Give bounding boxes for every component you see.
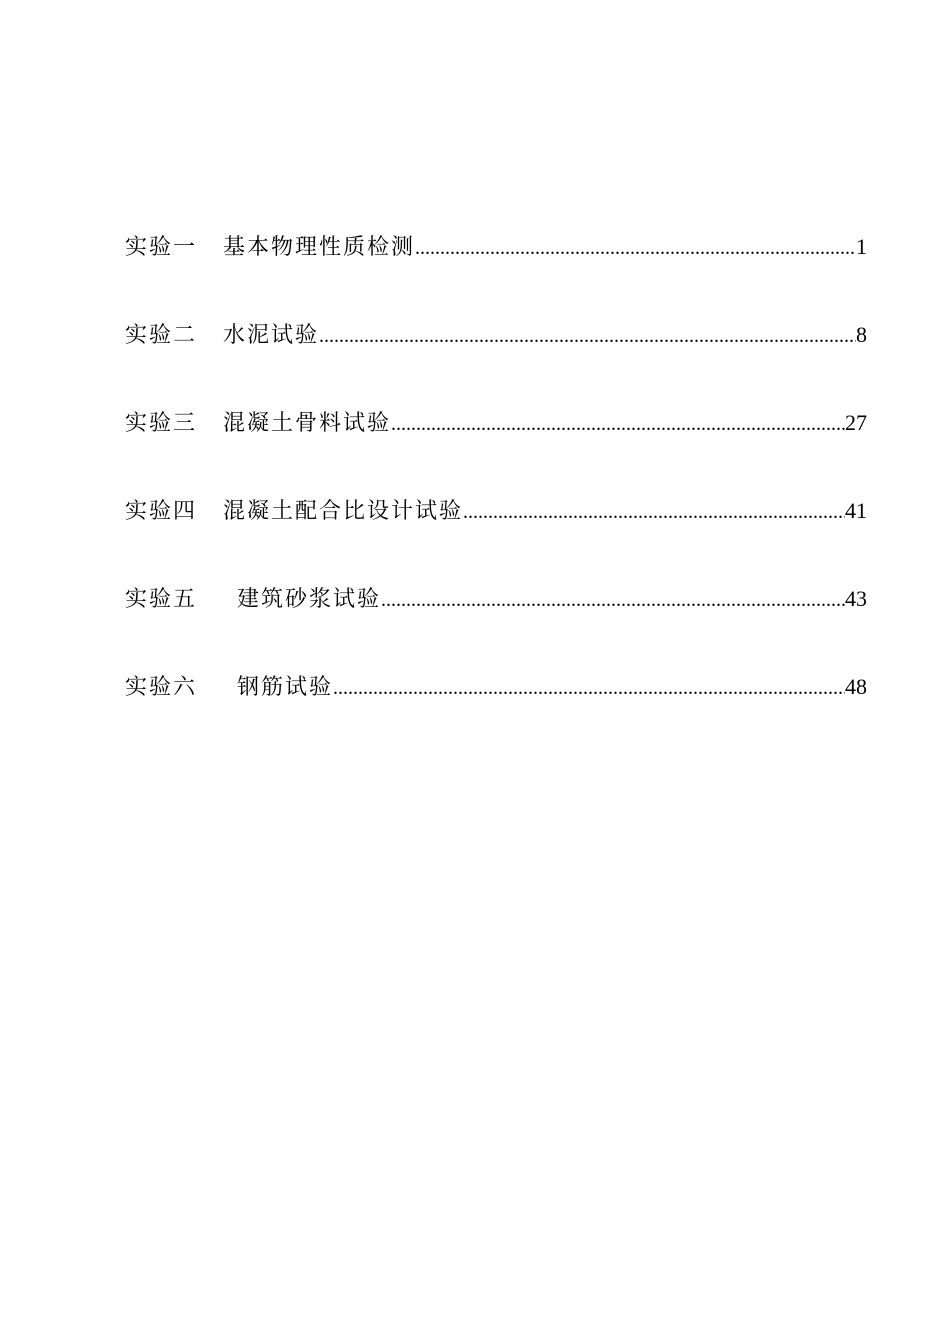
toc-entry-title: 钢筋试验: [237, 675, 334, 700]
toc-dot-leader: [463, 501, 845, 524]
toc-entry-title: 水泥试验: [223, 323, 320, 348]
toc-entry-title: 混凝土骨料试验: [223, 411, 392, 436]
toc-entry-title: 基本物理性质检测: [223, 235, 416, 260]
toc-dot-leader: [381, 589, 845, 612]
toc-entry-title: 建筑砂浆试验: [237, 587, 382, 612]
toc-dot-leader: [333, 677, 845, 700]
toc-dot-leader: [319, 325, 856, 348]
toc-entry-page: 43: [845, 586, 867, 611]
toc-entry-4[interactable]: [125, 494, 867, 582]
toc-entry-number: 实验五: [125, 587, 198, 612]
table-of-contents: [125, 230, 867, 758]
toc-entry-page: 48: [845, 674, 867, 699]
toc-entry-5[interactable]: [125, 582, 867, 670]
toc-dot-leader: [415, 237, 856, 260]
toc-entry-number: 实验二: [125, 323, 198, 348]
toc-entry-3[interactable]: [125, 406, 867, 494]
toc-entry-number: 实验三: [125, 411, 198, 436]
toc-entry-page: 8: [856, 322, 867, 347]
toc-dot-leader: [391, 413, 845, 436]
toc-entry-6[interactable]: [125, 670, 867, 758]
toc-entry-number: 实验一: [125, 235, 198, 260]
toc-entry-number: 实验四: [125, 499, 198, 524]
toc-entry-page: 27: [845, 410, 867, 435]
toc-entry-number: 实验六: [125, 675, 198, 700]
toc-entry-title: 混凝土配合比设计试验: [223, 499, 464, 524]
toc-entry-2[interactable]: [125, 318, 867, 406]
toc-entry-page: 1: [856, 234, 867, 259]
toc-entry-page: 41: [845, 498, 867, 523]
toc-entry-1[interactable]: [125, 230, 867, 318]
